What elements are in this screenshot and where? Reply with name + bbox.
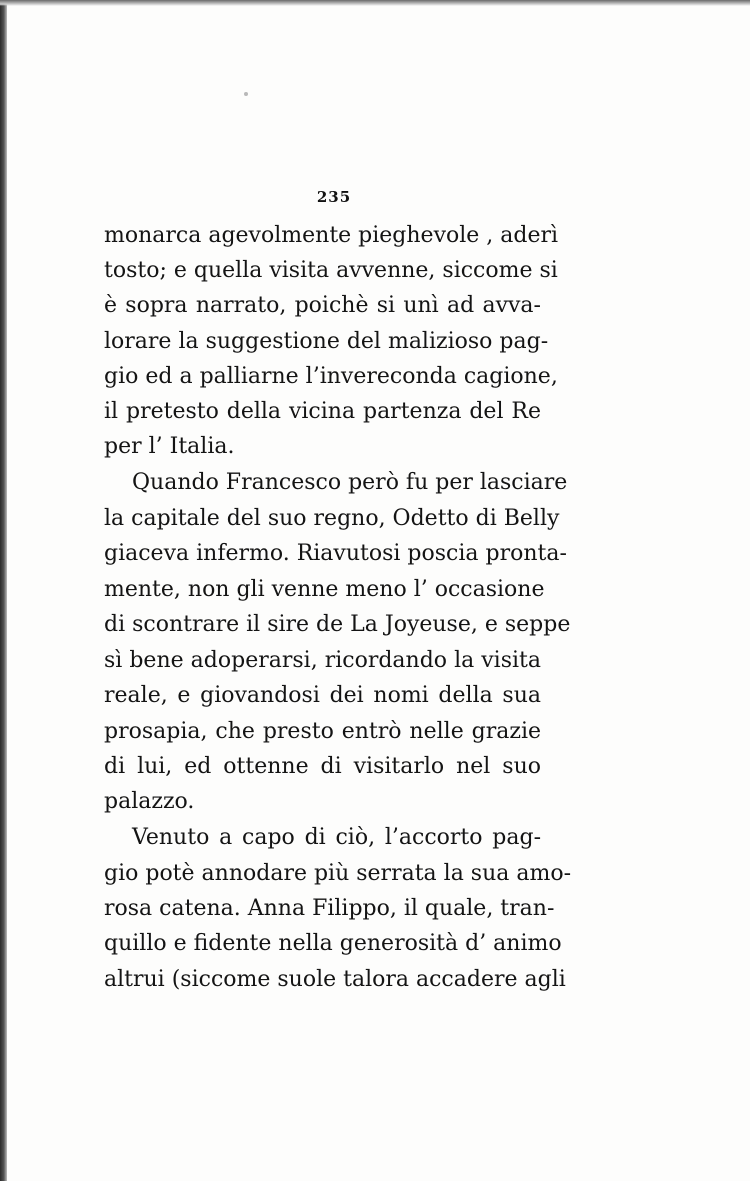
text-line: di lui, ed ottenne di visitarlo nel suo bbox=[104, 754, 541, 779]
text-line: è sopra narrato, poichè si unì ad avva- bbox=[104, 293, 541, 318]
text-line: altrui (siccome suole talora accadere agli bbox=[104, 967, 566, 992]
text-line: sì bene adoperarsi, ricordando la visita bbox=[104, 648, 541, 673]
text-line: rosa catena. Anna Filippo, il quale, tran- bbox=[104, 896, 555, 921]
text-line: Quando Francesco però fu per lasciare bbox=[132, 470, 568, 495]
text-line: prosapia, che presto entrò nelle grazie bbox=[104, 719, 541, 744]
text-line: lorare la suggestione del malizioso pag- bbox=[104, 329, 549, 354]
text-line: di scontrare il sire de La Joyeuse, e seppe bbox=[104, 612, 571, 637]
text-line: gio ed a palliarne l’invereconda cagione, bbox=[104, 364, 558, 389]
text-line: reale, e giovandosi dei nomi della sua bbox=[104, 683, 541, 708]
text-line: tosto; e quella visita avvenne, siccome si bbox=[104, 258, 558, 283]
text-line: Venuto a capo di ciò, l’accorto pag- bbox=[132, 825, 541, 850]
page-binding-edge bbox=[0, 0, 7, 1181]
text-line: mente, non gli venne meno l’ occasione bbox=[104, 577, 545, 602]
text-line: giaceva infermo. Riavutosi poscia pronta- bbox=[104, 541, 567, 566]
text-line: gio potè annodare più serrata la sua amo- bbox=[104, 861, 572, 886]
page-top-edge bbox=[0, 0, 750, 6]
text-line: per l’ Italia. bbox=[104, 434, 235, 459]
text-line: il pretesto della vicina partenza del Re bbox=[104, 399, 541, 424]
text-line: palazzo. bbox=[104, 789, 195, 814]
text-line: monarca agevolmente pieghevole , aderì bbox=[104, 223, 559, 248]
paper-speck bbox=[244, 92, 248, 96]
text-line: la capitale del suo regno, Odetto di Belly bbox=[104, 506, 560, 531]
page-number: 235 bbox=[316, 188, 352, 206]
text-line: quillo e fidente nella generosità d’ animo bbox=[104, 931, 562, 956]
